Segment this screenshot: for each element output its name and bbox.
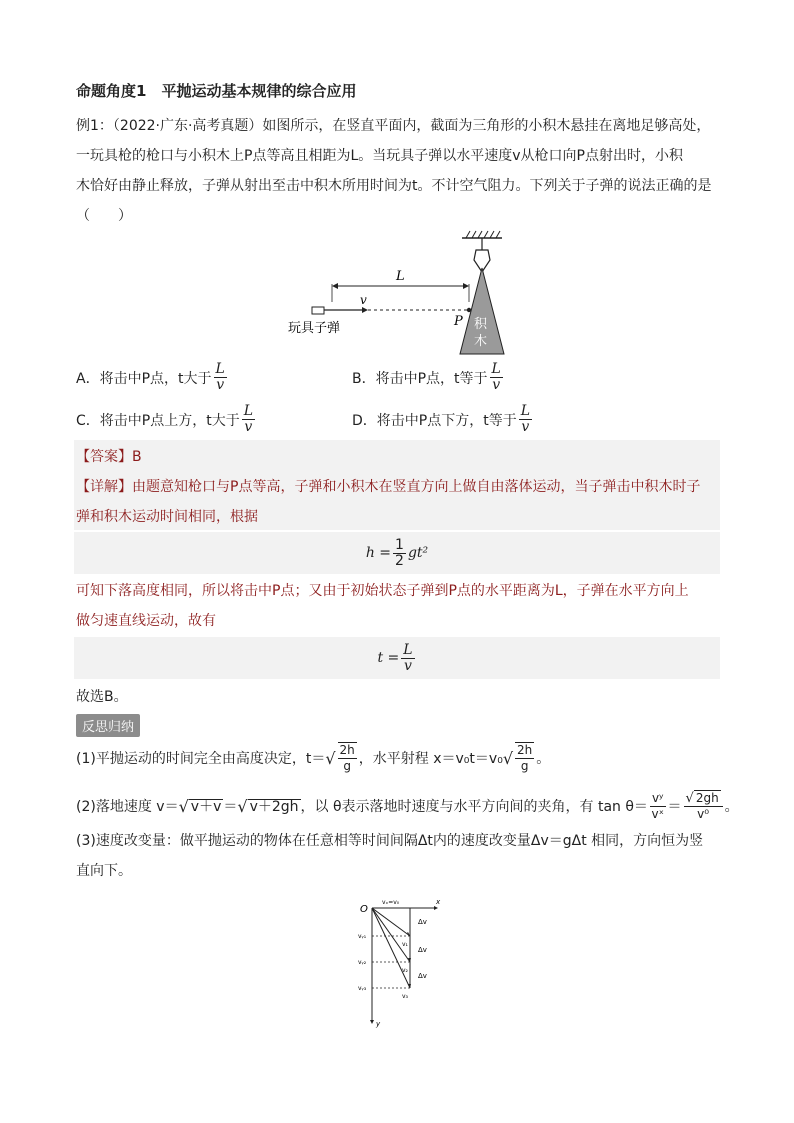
frac-den: 2	[395, 552, 404, 569]
formula-rhs: gt²	[407, 545, 429, 561]
ceiling-hatch	[466, 231, 500, 238]
option-D[interactable]	[352, 404, 534, 435]
label-v3: v₃	[402, 993, 408, 1000]
label-dv: Δv	[418, 946, 427, 954]
gun-muzzle	[312, 307, 324, 314]
frac-den: v	[492, 377, 501, 393]
frac-num: 1	[395, 536, 404, 553]
frac-den: v	[521, 419, 530, 435]
answer-value: B	[132, 449, 142, 465]
label-bullet: 玩具子弹	[288, 321, 341, 336]
label-L: L	[396, 269, 405, 284]
frac-num: L	[243, 403, 254, 419]
option-A[interactable]	[76, 362, 229, 393]
label-dv: Δv	[418, 918, 427, 926]
label-v: v	[360, 293, 367, 307]
detail-text: 做匀速直线运动，故有	[76, 613, 216, 629]
label-O: O	[360, 904, 368, 915]
label-v2: v₂	[402, 967, 408, 974]
block-label: 木	[474, 334, 488, 349]
reflection-item-1: (1)平抛运动的时间完全由高度决定，t＝ √ $\frac{2h}{g}$ ，水平射程 x＝v₀t＝v₀ √ $\frac{2h}{g}$ 。	[76, 743, 551, 773]
figure-gun-and-block	[280, 228, 520, 358]
question-line: 木恰好由静止释放，子弹从射出至击中积木所用时间为t。不计空气阻力。下列关于子弹的说法正确的是	[76, 178, 712, 194]
frac-num: L	[520, 403, 531, 419]
label-y: y	[376, 1020, 381, 1028]
answer-row	[74, 440, 720, 470]
option-text: A．将击中P点，t大于	[76, 370, 212, 387]
option-text: B．将击中P点，t等于	[352, 370, 488, 387]
detail-text: 可知下落高度相同，所以将击中P点；又由于初始状态子弹到P点的水平距离为L，子弹在水平方向上	[76, 583, 689, 599]
reflection-item-3: 直向下。	[76, 863, 132, 879]
formula-lhs: t =	[377, 650, 400, 666]
block-label: 积	[474, 317, 488, 332]
frac-num: L	[215, 361, 225, 377]
reflection-item-2: (2)落地速度 v＝ √ v＋v ＝ √ v＋2gh ，以 θ表示落地时速度与水平方向间的夹角，有 tan θ＝ $\frac{\text{vʸ}}{\text{vˣ}}$ ＝ $\frac{√ 2gh}{\text{v⁰}}$ 。	[76, 790, 739, 821]
figure-velocity-diagram	[352, 892, 452, 1032]
frac-den: v	[244, 419, 253, 435]
answer-label: 【答案】	[76, 449, 132, 465]
frac-num: L	[491, 361, 501, 377]
question-line: 例1：（2022·广东·高考真题）如图所示，在竖直平面内，截面为三角形的小积木悬挂在离地足够高处，	[76, 118, 711, 134]
formula-h	[74, 532, 720, 574]
section-title: 命题角度1 平抛运动基本规律的综合应用	[76, 82, 357, 100]
reflection-item-3: (3)速度改变量：做平抛运动的物体在任意相等时间间隔Δt内的速度改变量Δv＝gΔt 相同，方向恒为竖	[76, 833, 704, 849]
vector-v2	[372, 908, 410, 962]
detail-label: 【详解】	[76, 479, 132, 495]
reflection-tag: 反思归纳	[76, 714, 140, 737]
formula-t	[74, 637, 720, 679]
label-dv: Δv	[418, 972, 427, 980]
detail-text: 弹和积木运动时间相同，根据	[76, 509, 258, 525]
label-v1: v₁	[402, 941, 408, 948]
frac-den: v	[403, 657, 412, 674]
formula-lhs: h =	[365, 545, 392, 561]
question-line: （ ）	[76, 208, 132, 224]
vector-v1	[372, 908, 410, 936]
question-line: 一玩具枪的枪口与小积木上P点等高且相距为L。当玩具子弹以水平速度v从枪口向P点射出时，小积	[76, 148, 683, 164]
option-C[interactable]	[76, 404, 257, 435]
label-x: x	[436, 898, 441, 906]
label-vy: vᵧ₁	[358, 933, 367, 940]
label-P: P	[454, 314, 463, 329]
detail-text: 由题意知枪口与P点等高，子弹和小积木在竖直方向上做自由落体运动，当子弹击中积木时子	[132, 479, 701, 495]
frac-den: v	[216, 377, 225, 393]
option-text: D．将击中P点下方，t等于	[352, 412, 517, 429]
point-P	[467, 308, 471, 312]
vector-v3	[372, 908, 410, 988]
label-vy: vᵧ₃	[358, 985, 367, 992]
label-vx: vₓ=v₀	[382, 899, 400, 906]
option-B[interactable]	[352, 362, 505, 393]
option-text: C．将击中P点上方，t大于	[76, 412, 240, 429]
label-vy: vᵧ₂	[358, 959, 367, 966]
detail-block	[74, 470, 720, 530]
conclusion: 故选B。	[76, 689, 128, 705]
frac-num: L	[403, 641, 413, 658]
